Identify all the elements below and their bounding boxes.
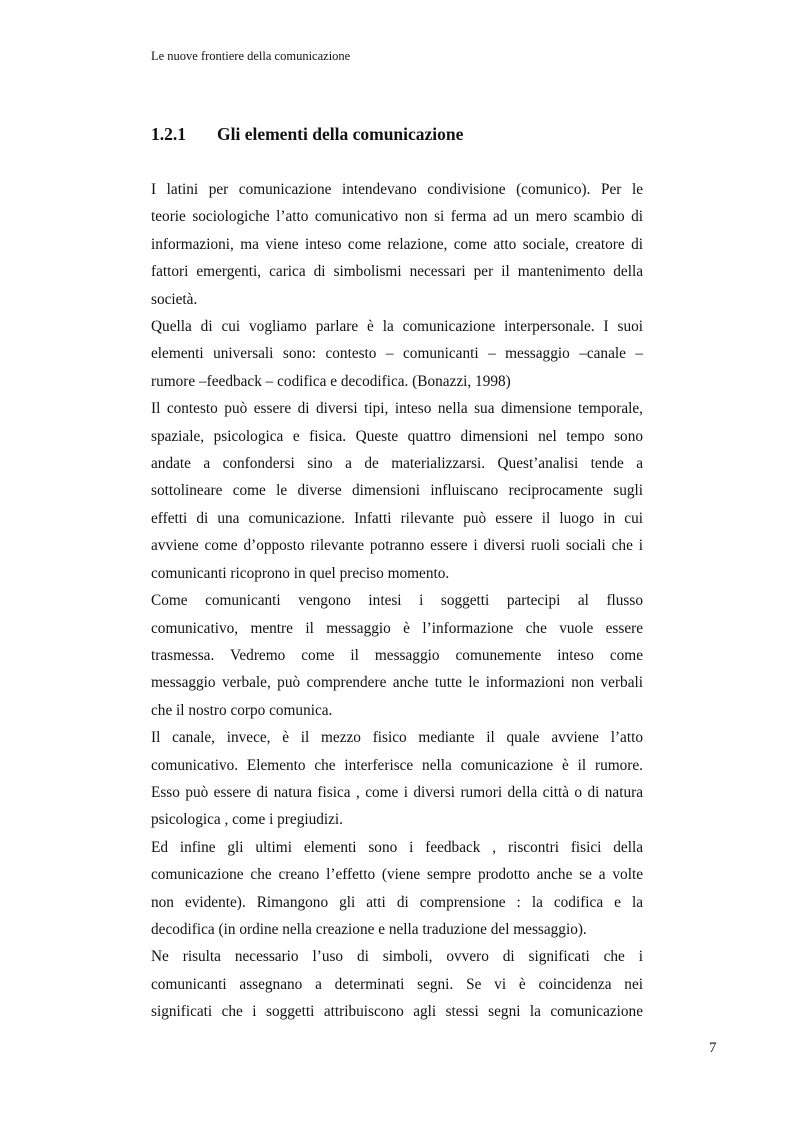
text-line: effetti di una comunicazione. Infatti rilevante può essere il luogo in cui <box>151 509 643 527</box>
text-line: non evidente). Rimangono gli atti di comprensione : la codifica e la <box>151 893 643 911</box>
text-line: decodifica (in ordine nella creazione e nella traduzione del messaggio). <box>151 920 587 938</box>
text-line: Ed infine gli ultimi elementi sono i feedback , riscontri fisici della <box>151 838 643 856</box>
text-line: I latini per comunicazione intendevano condivisione (comunico). Per le <box>151 181 643 198</box>
text-line: rumore –feedback – codifica e decodifica. (Bonazzi, 1998) <box>151 372 511 390</box>
text-line: significati che i soggetti attribuiscono agli stessi segni la comunicazione <box>151 1003 643 1021</box>
text-line: psicologica , come i pregiudizi. <box>151 811 344 829</box>
body-text <box>151 176 643 1026</box>
text-line: elementi universali sono: contesto – comunicanti – messaggio –canale – <box>151 345 643 363</box>
text-line: teorie sociologiche l’atto comunicativo non si ferma ad un mero scambio di <box>151 208 643 226</box>
text-line: Quella di cui vogliamo parlare è la comunicazione interpersonale. I suoi <box>151 318 643 336</box>
text-line: comunicativo, mentre il messaggio è l’informazione che vuole essere <box>151 619 643 637</box>
text-line: trasmessa. Vedremo come il messaggio comunemente inteso come <box>151 646 643 664</box>
text-line: messaggio verbale, può comprendere anche tutte le informazioni non verbali <box>151 674 643 692</box>
text-line: spaziale, psicologica e fisica. Queste quattro dimensioni nel tempo sono <box>151 427 643 445</box>
text-line: Ne risulta necessario l’uso di simboli, ovvero di significati che i <box>151 948 643 966</box>
text-line: informazioni, ma viene inteso come relazione, come atto sociale, creatore di <box>151 235 643 253</box>
text-line: comunicanti assegnano a determinati segni. Se vi è coincidenza nei <box>151 975 643 993</box>
running-header: Le nuove frontiere della comunicazione <box>151 49 351 63</box>
text-line: Come comunicanti vengono intesi i soggetti partecipi al flusso <box>151 592 643 610</box>
page-number: 7 <box>709 1040 717 1056</box>
text-line: fattori emergenti, carica di simbolismi necessari per il mantenimento della <box>151 263 643 281</box>
section-number: 1.2.1 <box>151 124 186 144</box>
text-line: sottolineare come le diverse dimensioni influiscano reciprocamente sugli <box>151 482 643 500</box>
text-line: Il canale, invece, è il mezzo fisico mediante il quale avviene l’atto <box>151 729 643 747</box>
text-line: comunicanti ricoprono in quel preciso momento. <box>151 564 450 582</box>
section-title: Gli elementi della comunicazione <box>217 124 464 144</box>
text-line: avviene come d’opposto rilevante potranno essere i diversi ruoli sociali che i <box>151 537 643 555</box>
text-line: Il contesto può essere di diversi tipi, inteso nella sua dimensione temporale, <box>151 400 643 418</box>
text-line: società. <box>151 290 198 308</box>
text-line: andate a confondersi sino a de materializzarsi. Quest’analisi tende a <box>151 455 643 473</box>
text-line: Esso può essere di natura fisica , come i diversi rumori della città o di natura <box>151 783 643 801</box>
text-line: comunicativo. Elemento che interferisce nella comunicazione è il rumore. <box>151 756 643 774</box>
section-heading <box>151 123 463 145</box>
text-line: comunicazione che creano l’effetto (viene sempre prodotto anche se a volte <box>151 866 643 884</box>
text-line: che il nostro corpo comunica. <box>151 701 333 719</box>
